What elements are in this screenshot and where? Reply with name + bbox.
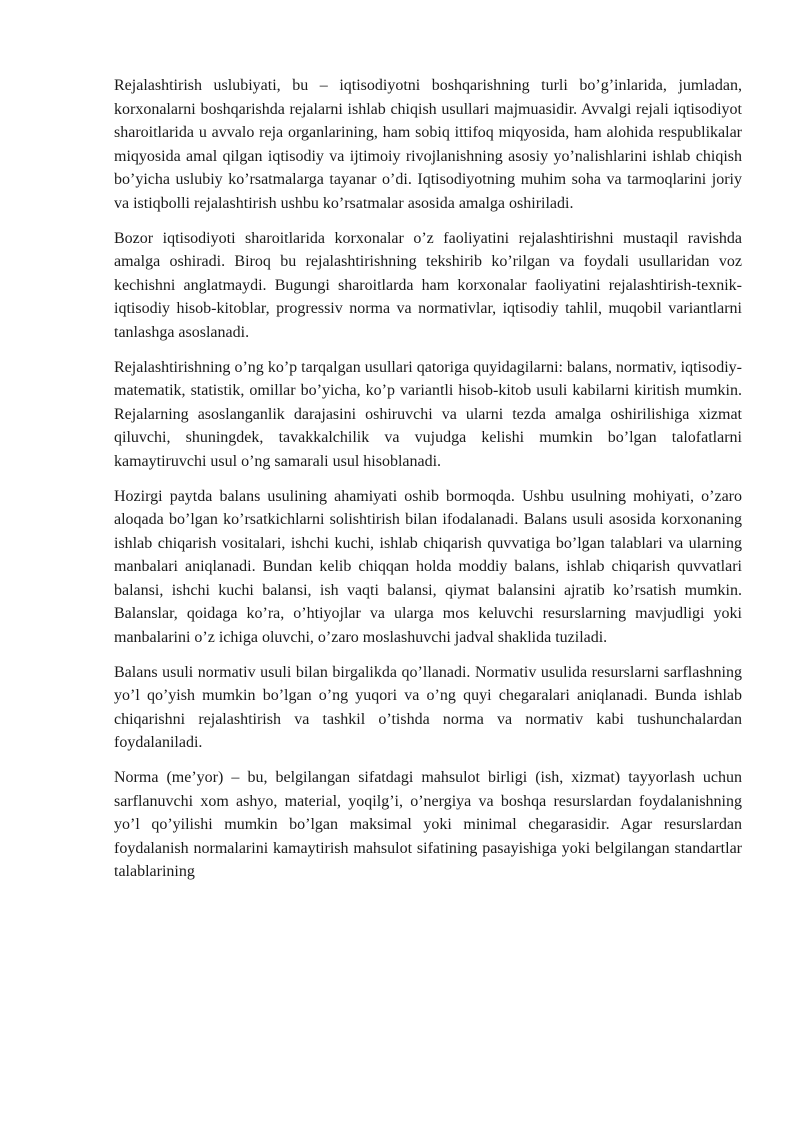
paragraph-normative-method: Balans usuli normativ usuli bilan birgalikda qo’llanadi. Normativ usulida resurslarni sarflashning yo’l qo’yish mumkin bo’lgan o’ng yuqori va o’ng quyi chegaralari aniqlanadi. Bunda ishlab chiqarishni rejalashtirish va tashkil o’tishda norma va normativ kabi tushunchalardan foydalaniladi. bbox=[114, 663, 742, 752]
paragraph-planning-methods: Rejalashtirishning o’ng ko’p tarqalgan usullari qatoriga quyidagilarni: balans, normativ, iqtisodiy-matematik, statistik, omillar bo’yicha, ko’p variantli hisob-kitob usuli kabilarni kiritish mumkin. Rejalarning asoslanganlik darajasini oshiruvchi va ularni tezda amalga oshirilishiga xizmat qiluvchi, shuningdek, tavakkalchilik va vujudga kelishi mumkin bo’lgan talofatlarni kamaytiruvchi usul o’ng samarali usul hisoblanadi. bbox=[114, 358, 742, 470]
paragraph-norm-definition: Norma (me’yor) – bu, belgilangan sifatdagi mahsulot birligi (ish, xizmat) tayyorlash uchun sarflanuvchi xom ashyo, material, yoqilg’i, o’nergiya va boshqa resurslardan foydalanishning yo’l qo’yilishi mumkin bo’lgan maksimal yoki minimal chegarasidir. Agar resurslardan foydalanish normalarini kamaytirish mahsulot sifatining pasayishiga yoki belgilangan standartlar talablarining bbox=[114, 769, 742, 881]
paragraph-market-economy: Bozor iqtisodiyoti sharoitlarida korxonalar o’z faoliyatini rejalashtirishni mustaqil ravishda amalga oshiradi. Biroq bu rejalashtirishning tekshirib ko’rilgan va foydali usullaridan voz kechishni anglatmaydi. Bugungi sharoitlarda ham korxonalar faoliyatini rejalashtirish-texnik-iqtisodiy hisob-kitoblar, progressiv norma va normativlar, iqtisodiy tahlil, muqobil variantlarni tanlashga asoslanadi. bbox=[114, 229, 742, 341]
paragraph-planning-methodology: Rejalashtirish uslubiyati, bu – iqtisodiyotni boshqarishning turli bo’g’inlarida, jumladan, korxonalarni boshqarishda rejalarni ishlab chiqish usullari majmuasidir. Avvalgi rejali iqtisodiyot sharoitlarida u avvalo reja organlarining, ham sobiq ittifoq miqyosida, ham alohida respublikalar miqyosida amal qilgan iqtisodiy va ijtimoiy rivojlanishning asosiy yo’nalishlarini ishlab chiqish bo’yicha uslubiy ko’rsatmalarga tayanar o’di. Iqtisodiyotning muhim soha va tarmoqlarini joriy va istiqbolli rejalashtirish ushbu ko’rsatmalar asosida amalga oshiriladi. bbox=[114, 77, 742, 212]
paragraph-balance-method: Hozirgi paytda balans usulining ahamiyati oshib bormoqda. Ushbu usulning mohiyati, o’zaro aloqada bo’lgan ko’rsatkichlarni solishtirish bilan ifodalanadi. Balans usuli asosida korxonaning ishlab chiqarish vositalari, ishchi kuchi, ishlab chiqarish quvvatiga bo’lgan talablari va ularning manbalari aniqlanadi. Bundan kelib chiqqan holda moddiy balans, ishlab chiqarish quvvatlari balansi, ishchi kuchi balansi, ish vaqti balansi, qiymat balansini ajratib ko’rsatish mumkin. Balanslar, qoidaga ko’ra, o’htiyojlar va ularga mos keluvchi resurslarning mavjudligi yoki manbalarini o’z ichiga oluvchi, o’zaro moslashuvchi jadval shaklida tuziladi. bbox=[114, 487, 742, 647]
document-page bbox=[114, 74, 742, 895]
